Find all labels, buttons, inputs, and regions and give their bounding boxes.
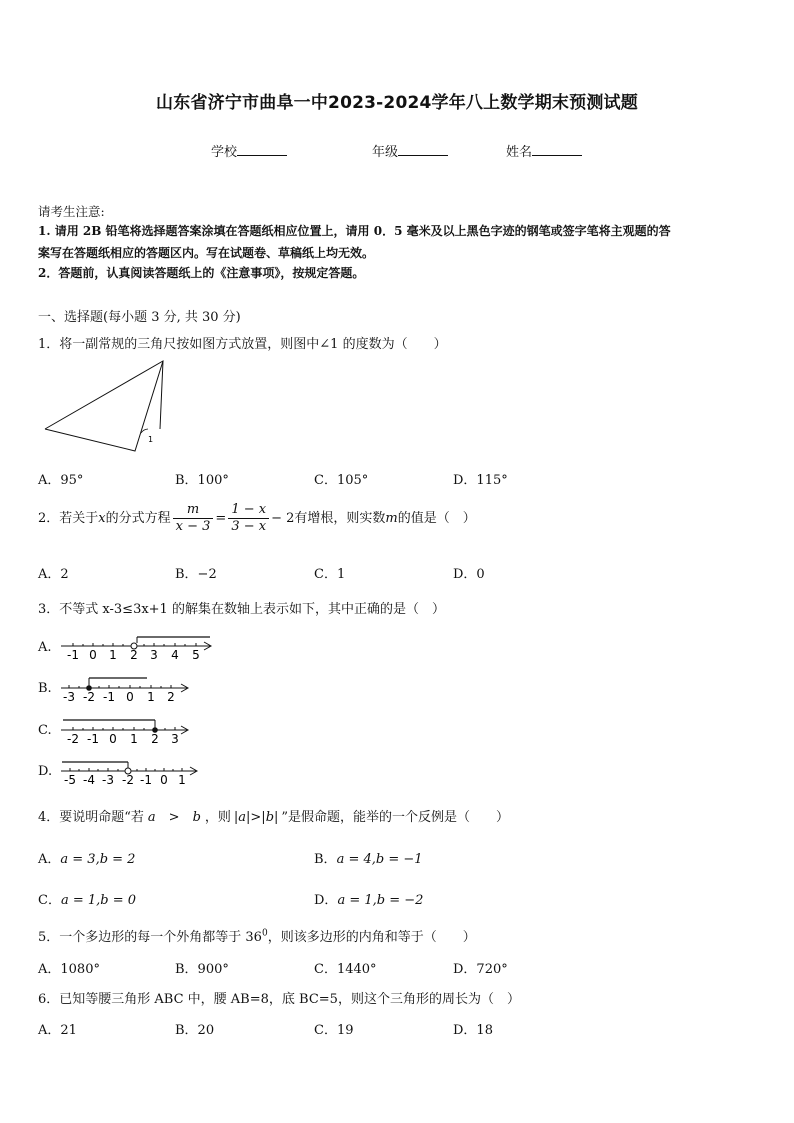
q1-option-b[interactable]: B．100°: [175, 473, 229, 488]
svg-text:0: 0: [126, 690, 134, 704]
svg-text:-3: -3: [63, 690, 75, 704]
q2-option-b[interactable]: B．−2: [175, 567, 217, 582]
q4-option-d[interactable]: D．a = 1,b = −2: [314, 893, 424, 908]
q3-option-b-number-line[interactable]: [58, 674, 198, 704]
question-6-stem: 6．已知等腰三角形 ABC 中，腰 AB=8，底 BC=5，则这个三角形的周长为（ ）: [38, 992, 520, 1007]
q2-text-pre: 2．若关于: [38, 511, 99, 526]
q3-option-b-label[interactable]: B.: [38, 681, 52, 696]
question-2-stem: [38, 502, 476, 535]
q5-option-d[interactable]: D．720°: [453, 962, 508, 977]
svg-text:3: 3: [171, 732, 179, 746]
q6-option-d[interactable]: D．18: [453, 1023, 493, 1038]
q2-equals: =: [215, 511, 227, 526]
q3-option-c-number-line[interactable]: [58, 716, 198, 746]
svg-text:0: 0: [160, 773, 168, 787]
q5-option-c[interactable]: C．1440°: [314, 962, 377, 977]
svg-text:2: 2: [151, 732, 159, 746]
svg-text:-1: -1: [87, 732, 99, 746]
q4-text-post: ”是假命题，能举的一个反例是（ ）: [281, 810, 510, 825]
q4-text-pre: 4．要说明命题“若: [38, 810, 144, 825]
svg-text:-1: -1: [103, 690, 115, 704]
page-title: 山东省济宁市曲阜一中2023-2024学年八上数学期末预测试题: [156, 93, 638, 113]
q3-option-d-label[interactable]: D.: [38, 764, 53, 779]
svg-text:5: 5: [192, 648, 200, 662]
svg-text:1: 1: [178, 773, 186, 787]
name-field[interactable]: [506, 141, 582, 160]
name-label: 姓名: [506, 145, 533, 160]
svg-text:2: 2: [130, 648, 138, 662]
triangle-rulers-figure: [40, 358, 170, 458]
q3-option-c-label[interactable]: C.: [38, 723, 52, 738]
svg-text:-3: -3: [102, 773, 114, 787]
grade-label: 年级: [372, 145, 399, 160]
angle-1-label: 1: [148, 435, 154, 444]
q2-fraction-1: $\frac{m}{x - 3}$: [173, 502, 214, 535]
svg-text:0: 0: [109, 732, 117, 746]
school-label: 学校: [211, 145, 238, 160]
svg-text:1: 1: [147, 690, 155, 704]
q2-var-m: m: [385, 511, 398, 526]
q2-var-x: x: [98, 511, 106, 526]
q3-option-a-number-line[interactable]: [58, 633, 218, 663]
svg-text:1: 1: [130, 732, 138, 746]
school-blank[interactable]: [237, 143, 287, 156]
svg-text:3: 3: [150, 648, 158, 662]
grade-blank[interactable]: [398, 143, 448, 156]
question-3-stem: 3．不等式 x-3≤3x+1 的解集在数轴上表示如下，其中正确的是（ ）: [38, 602, 445, 617]
q3-option-d-number-line[interactable]: [58, 757, 208, 787]
svg-text:1: 1: [109, 648, 117, 662]
q6-option-b[interactable]: B．20: [175, 1023, 215, 1038]
q2-text-end: 的值是（ ）: [397, 511, 476, 526]
q2-text-post: 有增根，则实数: [294, 511, 386, 526]
svg-text:-2: -2: [67, 732, 79, 746]
q2-text-mid: 的分式方程: [105, 511, 171, 526]
notice-item-1-line-2: 案写在答题纸相应的答题区内。写在试题卷、草稿纸上均无效。: [38, 246, 375, 260]
q4-text-mid: ，则: [204, 810, 231, 825]
q4-option-c[interactable]: C．a = 1,b = 0: [38, 893, 137, 908]
q3-option-a-label[interactable]: A.: [38, 640, 52, 655]
svg-text:4: 4: [171, 648, 179, 662]
svg-text:-4: -4: [83, 773, 95, 787]
section-heading: 一、选择题(每小题 3 分, 共 30 分): [38, 310, 241, 325]
name-blank[interactable]: [532, 143, 582, 156]
q2-option-a[interactable]: A．2: [38, 567, 69, 582]
q1-option-c[interactable]: C．105°: [314, 473, 369, 488]
svg-text:-2: -2: [122, 773, 134, 787]
q4-option-a[interactable]: A．a = 3,b = 2: [38, 852, 136, 867]
question-4-stem: [38, 806, 509, 825]
school-field[interactable]: [211, 141, 287, 160]
question-5-stem: 5．一个多边形的每一个外角都等于 $36^0$，则该多边形的内角和等于（ ）: [38, 928, 476, 945]
svg-text:-1: -1: [140, 773, 152, 787]
q1-option-a[interactable]: A．95°: [38, 473, 84, 488]
question-1-stem: 1．将一副常规的三角尺按如图方式放置，则图中∠1 的度数为（ ）: [38, 337, 447, 352]
svg-text:-1: -1: [67, 648, 79, 662]
q5-option-a[interactable]: A．1080°: [38, 962, 100, 977]
q4-option-b[interactable]: B．a = 4,b = −1: [314, 852, 423, 867]
q4-absolute-expr: |a|>|b|: [233, 810, 279, 825]
q2-option-c[interactable]: C．1: [314, 567, 346, 582]
svg-text:-5: -5: [64, 773, 76, 787]
q6-option-a[interactable]: A．21: [38, 1023, 77, 1038]
q4-condition: a > b: [147, 810, 201, 825]
q1-option-d[interactable]: D．115°: [453, 473, 508, 488]
notice-item-2: 2．答题前，认真阅读答题纸上的《注意事项》，按规定答题。: [38, 266, 365, 280]
q5-option-b[interactable]: B．900°: [175, 962, 229, 977]
q6-option-c[interactable]: C．19: [314, 1023, 354, 1038]
notice-header: 请考生注意:: [38, 204, 105, 219]
svg-text:-2: -2: [83, 690, 95, 704]
svg-text:0: 0: [89, 648, 97, 662]
svg-text:2: 2: [167, 690, 175, 704]
q2-minus-2: − 2: [271, 511, 295, 526]
grade-field[interactable]: [372, 141, 448, 160]
notice-item-1-line-1: 1. 请用 2B 铅笔将选择题答案涂填在答题纸相应位置上，请用 0．5 毫米及以上黑色字迹的钢笔或签字笔将主观题的答: [38, 224, 671, 238]
q2-option-d[interactable]: D．0: [453, 567, 485, 582]
q2-fraction-2: $\frac{1 - x}{3 - x}$: [228, 502, 269, 535]
